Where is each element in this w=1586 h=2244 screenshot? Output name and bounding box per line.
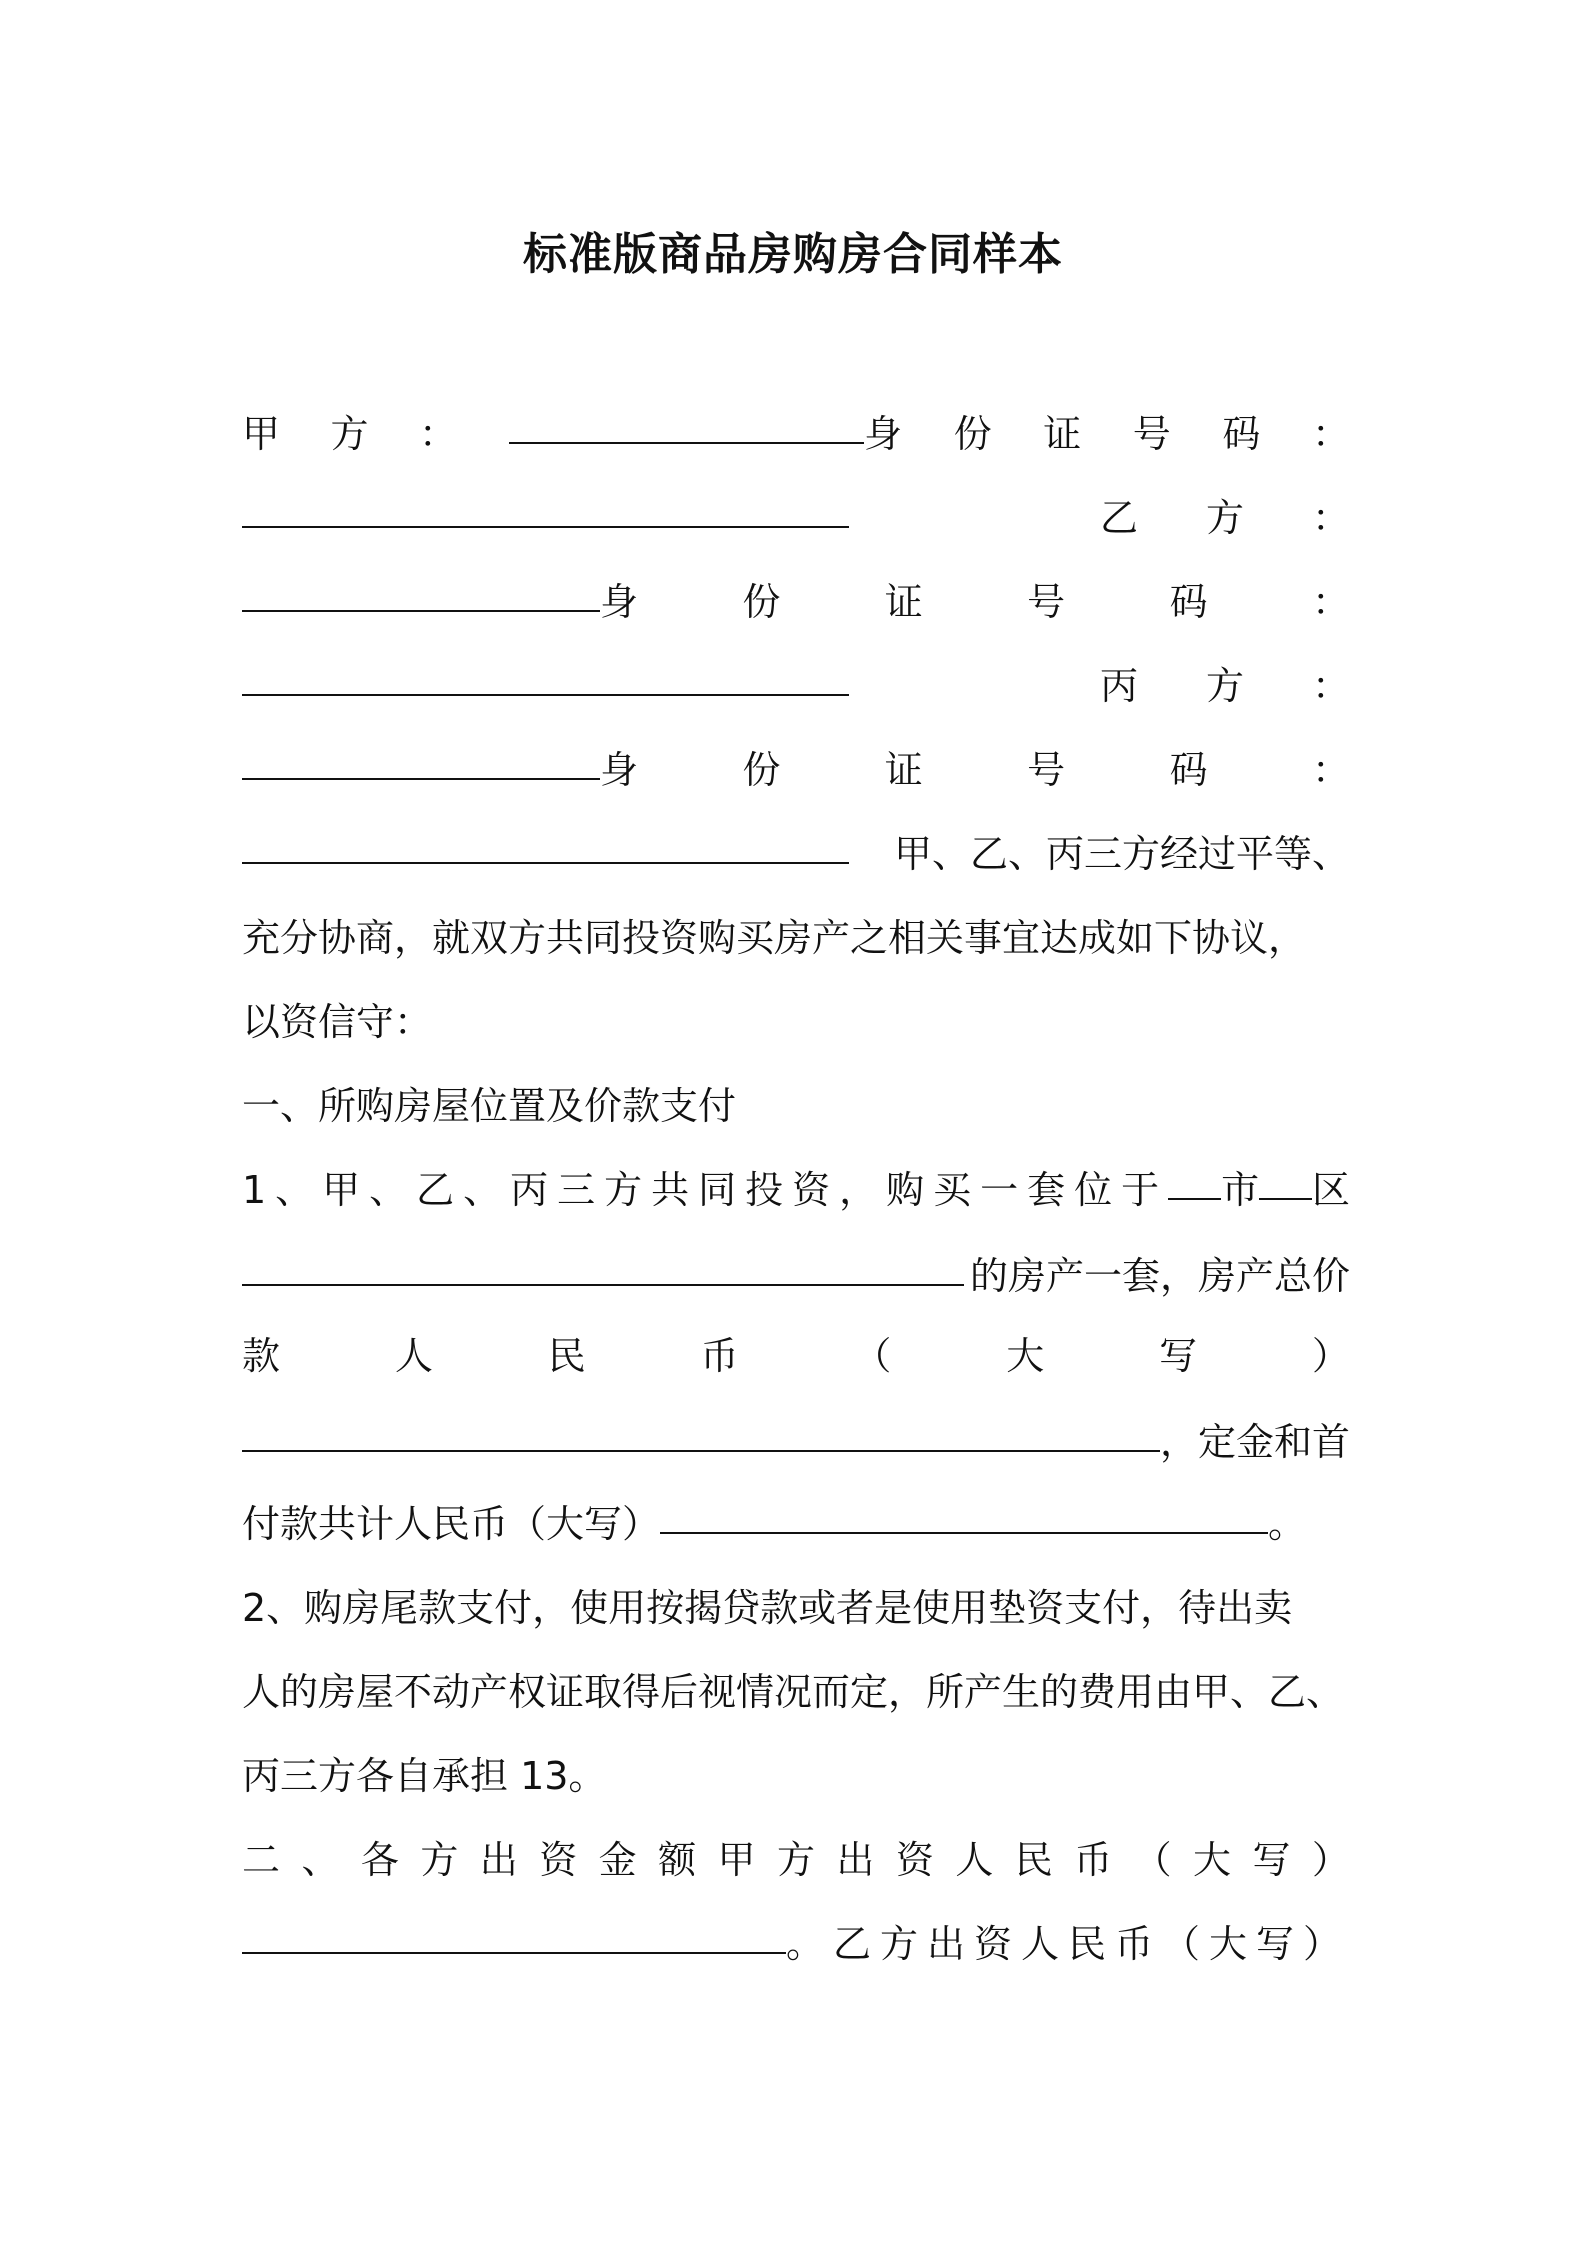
heading-char: 币 — [1074, 1838, 1113, 1882]
heading-char: 民 — [1014, 1838, 1053, 1882]
heading-char: 人 — [955, 1838, 994, 1882]
party-yi-line — [242, 488, 1350, 548]
item-1-line-2 — [242, 1246, 1350, 1306]
label-char: 身 — [864, 412, 903, 456]
label-char: 乙 — [1100, 496, 1139, 540]
label-char: 民 — [547, 1334, 586, 1378]
period: 。 — [1268, 1502, 1307, 1546]
party-jia-id-blank[interactable] — [242, 490, 849, 528]
item-2-line-1: 2、购房尾款支付，使用按揭贷款或者是使用垫资支付，待出卖 — [242, 1586, 1293, 1630]
label-char: 证 — [1043, 412, 1082, 456]
item-1-text: 1、甲、乙、丙三方共同投资，购买一套位于 — [242, 1168, 1169, 1212]
heading-char: 写 — [1252, 1838, 1291, 1882]
section-2-line-2 — [242, 1914, 1350, 1974]
item-2-line-2: 人的房屋不动产权证取得后视情况而定，所产生的费用由甲、乙、 — [242, 1670, 1345, 1714]
party-yi-id-line — [242, 572, 1350, 632]
item-2-line-3: 丙三方各自承担 13。 — [242, 1754, 607, 1798]
price-label-line — [242, 1326, 1350, 1386]
party-jia-line — [242, 404, 1350, 464]
label-char: 份 — [742, 748, 781, 792]
total-price-line — [242, 1412, 1350, 1472]
party-yi-name-blank[interactable] — [242, 574, 600, 612]
label-char: 号 — [1027, 580, 1066, 624]
id-number-label — [600, 572, 1350, 632]
heading-char: （ — [1133, 1838, 1172, 1882]
label-char: 份 — [742, 580, 781, 624]
down-payment-text: 付款共计人民币（大写） — [242, 1502, 661, 1546]
label-char: 号 — [1132, 412, 1171, 456]
label-char: 人 — [394, 1334, 433, 1378]
heading-char: 金 — [598, 1838, 637, 1882]
label-char: ： — [418, 412, 457, 456]
label-char: 身 — [600, 580, 639, 624]
party-jia-name-blank[interactable] — [509, 406, 864, 444]
party-bing-name-blank[interactable] — [242, 742, 600, 780]
label-char: （ — [853, 1334, 892, 1378]
intro-text-1: 甲、乙、丙三方经过平等、 — [893, 832, 1350, 876]
party-bing-id-blank[interactable] — [242, 826, 849, 864]
label-char: ： — [1311, 412, 1350, 456]
label-char: 写 — [1159, 1334, 1198, 1378]
label-char: 码 — [1222, 412, 1261, 456]
label-char: 大 — [1006, 1334, 1045, 1378]
document-title: 标准版商品房购房合同样本 — [523, 229, 1063, 280]
label-char: 号 — [1027, 748, 1066, 792]
section-2-heading — [242, 1830, 1350, 1890]
label-char: ： — [1311, 748, 1350, 792]
intro-line-3: 以资信守： — [242, 1000, 433, 1044]
party-yi-id-blank[interactable] — [242, 658, 849, 696]
label-char: 证 — [884, 748, 923, 792]
intro-line-1 — [242, 824, 1350, 884]
label-char: 款 — [242, 1334, 281, 1378]
party-yi-label — [1100, 488, 1350, 548]
heading-char: 资 — [895, 1838, 934, 1882]
party-jia-label — [242, 404, 457, 464]
section-1-heading: 一、所购房屋位置及价款支付 — [242, 1084, 737, 1128]
label-char: 身 — [600, 748, 639, 792]
district-label: 区 — [1311, 1168, 1350, 1212]
heading-char: 甲 — [717, 1838, 756, 1882]
label-char: ： — [1311, 664, 1350, 708]
city-blank[interactable] — [1168, 1162, 1221, 1200]
label-char: 币 — [700, 1334, 739, 1378]
label-char: 丙 — [1100, 664, 1139, 708]
intro-line-2: 充分协商，就双方共同投资购买房产之相关事宜达成如下协议， — [242, 916, 1307, 960]
heading-char: 各 — [360, 1838, 399, 1882]
deposit-text: ，定金和首 — [1159, 1420, 1350, 1464]
heading-char: 方 — [420, 1838, 459, 1882]
label-char: 方 — [1205, 496, 1244, 540]
party-bing-line — [242, 656, 1350, 716]
yi-contribution-text: 。乙方出资人民币（大写） — [785, 1922, 1350, 1966]
label-char: 份 — [953, 412, 992, 456]
total-price-blank[interactable] — [242, 1414, 1160, 1452]
heading-char: 大 — [1193, 1838, 1232, 1882]
heading-char: 方 — [776, 1838, 815, 1882]
heading-char: 、 — [301, 1838, 340, 1882]
label-char: 证 — [884, 580, 923, 624]
item-1-text-b: 的房产一套，房产总价 — [969, 1254, 1350, 1298]
city-label: 市 — [1221, 1168, 1260, 1212]
label-char: 甲 — [242, 412, 281, 456]
label-char: 码 — [1169, 748, 1208, 792]
heading-char: 二 — [242, 1838, 281, 1882]
label-char: 方 — [1205, 664, 1244, 708]
down-payment-blank[interactable] — [660, 1496, 1268, 1534]
item-1-line-1 — [242, 1160, 1350, 1220]
property-address-blank[interactable] — [242, 1248, 964, 1286]
id-number-label — [864, 404, 1350, 464]
label-char: ） — [1311, 1334, 1350, 1378]
district-blank[interactable] — [1259, 1162, 1312, 1200]
heading-char: ） — [1311, 1838, 1350, 1882]
heading-char: 额 — [658, 1838, 697, 1882]
heading-char: 资 — [539, 1838, 578, 1882]
label-char: ： — [1311, 496, 1350, 540]
party-bing-label — [1100, 656, 1350, 716]
id-number-label — [600, 740, 1350, 800]
label-char: ： — [1311, 580, 1350, 624]
label-char: 方 — [330, 412, 369, 456]
jia-contribution-blank[interactable] — [242, 1916, 786, 1954]
party-bing-id-line — [242, 740, 1350, 800]
heading-char: 出 — [836, 1838, 875, 1882]
heading-char: 出 — [479, 1838, 518, 1882]
label-char: 码 — [1169, 580, 1208, 624]
down-payment-line — [242, 1494, 1350, 1554]
